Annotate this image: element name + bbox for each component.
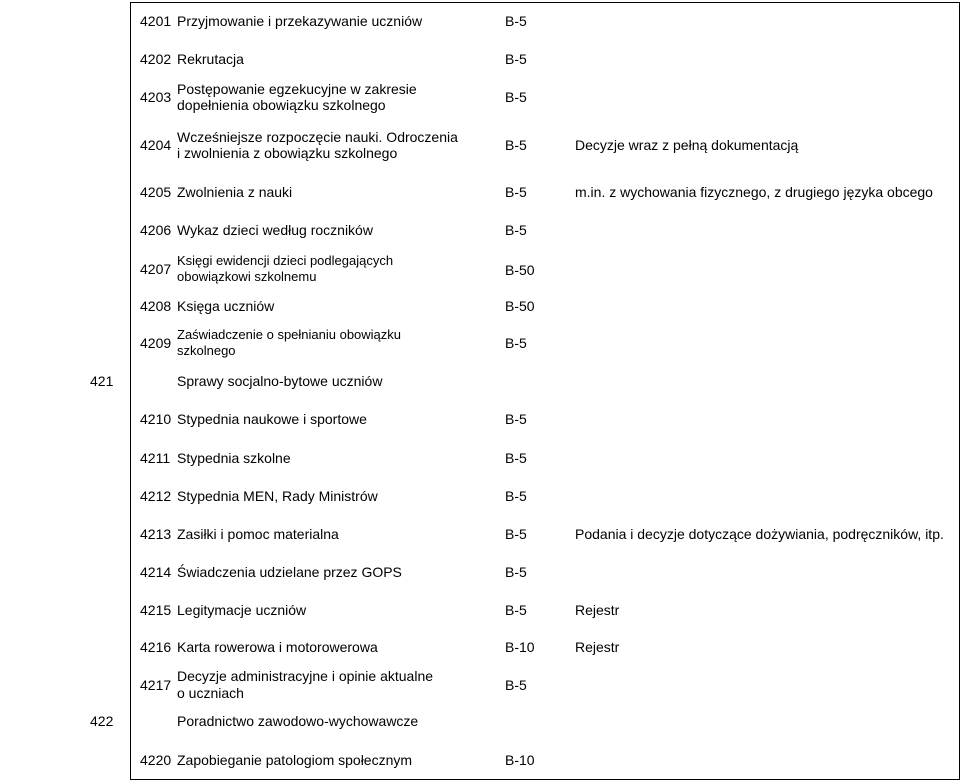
symbol: 4204 [140,137,172,153]
entry-title: Zapobieganie patologiom społecznym [177,752,413,768]
symbol: 4210 [140,411,172,427]
archive-category: B-5 [505,411,527,427]
archive-category: B-5 [505,488,527,504]
archive-category: B-50 [505,298,535,314]
archive-category: B-5 [505,602,527,618]
entry-title: Karta rowerowa i motorowerowa [177,639,378,655]
symbol: 4205 [140,184,172,200]
symbol: 421 [90,373,114,389]
archive-category: B-10 [505,639,535,655]
symbol: 4211 [140,450,171,466]
notes: Rejestr [575,602,620,618]
archive-category: B-5 [505,335,527,351]
symbol: 4207 [140,261,172,277]
entry-title-line-1: Księgi ewidencji dzieci podlegających [177,253,394,268]
archive-category: B-5 [505,526,527,542]
symbol: 4206 [140,222,172,238]
archive-category: B-5 [505,13,527,29]
symbol: 4217 [140,677,172,693]
archive-category: B-5 [505,450,527,466]
archive-category: B-5 [505,677,527,693]
entry-title-line-1: Wcześniejsze rozpoczęcie nauki. Odroczenia [177,129,458,145]
symbol: 4220 [140,752,172,768]
entry-title-line-2: i zwolnienia z obowiązku szkolnego [177,145,398,161]
entry-title-line-2: dopełnienia obowiązku szkolnego [177,97,386,113]
symbol: 4212 [140,488,172,504]
notes: Decyzje wraz z pełną dokumentacją [575,137,799,153]
table-border-left [130,2,131,780]
table-border-top [130,2,960,3]
archive-category: B-5 [505,564,527,580]
entry-title-line-2: o uczniach [177,685,244,701]
symbol: 4214 [140,564,172,580]
symbol: 4209 [140,335,172,351]
archive-category: B-5 [505,89,527,105]
entry-title: Sprawy socjalno-bytowe uczniów [177,373,383,389]
entry-title-line-1: Postępowanie egzekucyjne w zakresie [177,81,417,97]
entry-title: Zwolnienia z nauki [177,184,293,200]
notes: Podania i decyzje dotyczące dożywiania, podręczników, itp. [575,526,944,542]
symbol: 4201 [140,13,172,29]
symbol: 4203 [140,89,172,105]
entry-title: Legitymacje uczniów [177,602,307,618]
symbol: 4213 [140,526,172,542]
entry-title: Stypednia szkolne [177,450,291,466]
entry-title: Stypednia MEN, Rady Ministrów [177,488,378,504]
entry-title: Wykaz dzieci według roczników [177,222,373,238]
entry-title: Przyjmowanie i przekazywanie uczniów [177,13,423,29]
symbol: 4215 [140,602,172,618]
archive-category: B-10 [505,752,535,768]
entry-title: Świadczenia udzielane przez GOPS [177,564,402,580]
entry-title: Stypednia naukowe i sportowe [177,411,367,427]
entry-title: Księga uczniów [177,298,275,314]
entry-title-line-2: szkolnego [177,343,236,358]
symbol: 422 [90,713,114,729]
entry-title-line-2: obowiązkowi szkolnemu [177,269,317,284]
symbol: 4208 [140,298,172,314]
symbol: 4202 [140,51,172,67]
archive-category: B-5 [505,137,527,153]
entry-title: Zasiłki i pomoc materialna [177,526,339,542]
notes: Rejestr [575,639,620,655]
entry-title: Poradnictwo zawodowo-wychowawcze [177,713,419,729]
archive-category: B-5 [505,51,527,67]
entry-title-line-1: Zaświadczenie o spełnianiu obowiązku [177,327,402,342]
entry-title-line-1: Decyzje administracyjne i opinie aktualne [177,668,434,684]
symbol: 4216 [140,639,172,655]
archive-category: B-50 [505,262,535,278]
table-border-bottom [130,779,960,780]
notes: m.in. z wychowania fizycznego, z drugiego języka obcego [575,184,933,200]
archive-category: B-5 [505,184,527,200]
entry-title: Rekrutacja [177,51,244,67]
archive-category: B-5 [505,222,527,238]
